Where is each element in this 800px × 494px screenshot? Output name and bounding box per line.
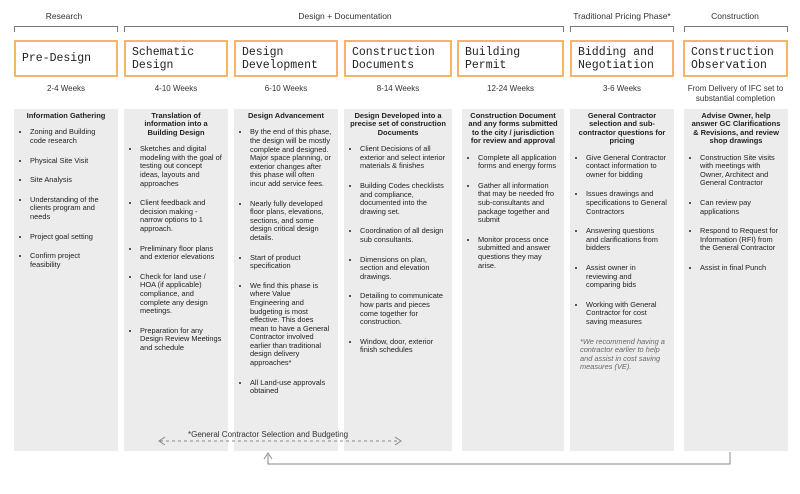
list-item: • Start of product specification xyxy=(250,254,332,271)
list-item: • Respond to Request for Information (RFI) from the General Contractor xyxy=(700,227,782,253)
duration-pre-design: 2-4 Weeks xyxy=(46,84,86,93)
list-item: • Check for land use / HOA (if applicable) compliance, and complete any design meetings. xyxy=(140,273,222,316)
duration-building-permit: 12-24 Weeks xyxy=(487,84,534,93)
phase-label-research: Research xyxy=(45,11,83,21)
list-item: • Physical Site Visit xyxy=(30,157,112,166)
list-item: • Preliminary floor plans and exterior elevations xyxy=(140,245,222,262)
recommendation-note: *We recommend having a contractor earlier to help and assist in cost saving measures (VE). xyxy=(580,336,665,372)
column-heading: Information Gathering xyxy=(26,111,106,120)
list-item: • By the end of this phase, the design will be mostly complete and designed. Major space planning, or exterior changes after this phase will often incur add service fees. xyxy=(250,128,332,188)
list-item: • Answering questions and clarifications from bidders xyxy=(586,227,668,253)
list-item: • Monitor process once submitted and answer questions they may arise. xyxy=(478,236,558,270)
list-item: • Nearly fully developed floor plans, elevations, sections, and some design critical design details. xyxy=(250,200,332,243)
phase-label-design-documentation: Design + Documentation xyxy=(298,11,392,21)
list-item: • Give General Contractor contact information to owner for bidding xyxy=(586,154,668,180)
list-item: • Understanding of the clients program and needs xyxy=(30,196,112,222)
column-heading: Design Developed into a precise set of construction Documents xyxy=(350,111,446,137)
list-item: • Coordination of all design sub consultants. xyxy=(360,227,446,244)
list-item: • Issues drawings and specifications to General Contractors xyxy=(586,190,668,216)
duration-construction-documents: 8-14 Weeks xyxy=(376,84,420,93)
list-item: • Construction Site visits with meetings with Owner, Architect and General Contractor xyxy=(700,154,782,188)
stage-box-building-permit: Building Permit xyxy=(457,40,564,77)
list-item: • Preparation for any Design Review Meetings and schedule xyxy=(140,327,222,353)
return-line xyxy=(268,452,730,464)
column-heading: Design Advancement xyxy=(248,111,324,120)
list-item: • Dimensions on plan, section and elevation drawings. xyxy=(360,256,446,282)
list-item: • Can review pay applications xyxy=(700,199,782,216)
stage-box-schematic-design: Schematic Design xyxy=(124,40,228,77)
column-heading: Translation of information into a Building Design xyxy=(144,111,208,137)
list-item: • Assist owner in reviewing and comparing bids xyxy=(586,264,668,290)
list-item: • We find this phase is where Value Engineering and budgeting is most effective. This does mean to have a General Contractor involved earlier than traditional design delivery approaches* xyxy=(250,282,332,368)
column-heading: Construction Document and any forms submitted to the city / jurisdiction for review and approval xyxy=(468,111,558,146)
gc-selection-label: *General Contractor Selection and Budgeting xyxy=(188,430,349,439)
list-item: • Detailing to communicate how parts and pieces come together for construction. xyxy=(360,292,446,326)
duration-schematic-design: 4-10 Weeks xyxy=(154,84,198,93)
stage-box-construction-observation: Construction Observation xyxy=(683,40,788,77)
list-item: • Complete all application forms and energy forms xyxy=(478,154,558,171)
list-item: • Site Analysis xyxy=(30,176,112,185)
phase-label-construction: Construction xyxy=(711,11,759,21)
list-item: • Gather all information that may be needed fro sub-consultants and package together and submit xyxy=(478,182,558,225)
list-item: • Window, door, exterior finish schedules xyxy=(360,338,446,355)
list-item: • All Land-use approvals obtained xyxy=(250,379,332,396)
stage-box-bidding-negotiation: Bidding and Negotiation xyxy=(570,40,674,77)
list-item: • Building Codes checklists and compliance, documented into the drawing set. xyxy=(360,182,446,216)
list-item: • Project goal setting xyxy=(30,233,112,242)
stage-box-design-development: Design Development xyxy=(234,40,338,77)
list-item: • Client Decisions of all exterior and select interior materials & finishes xyxy=(360,145,446,171)
duration-construction-observation: From Delivery of IFC set to substantial completion xyxy=(687,84,784,103)
duration-design-development: 6-10 Weeks xyxy=(264,84,308,93)
stage-box-construction-documents: Construction Documents xyxy=(344,40,452,77)
list-item: • Client feedback and decision making - narrow options to 1 approach. xyxy=(140,199,222,233)
column-heading: General Contractor selection and sub-contractor questions for pricing xyxy=(578,111,666,146)
list-item: • Confirm project feasibility xyxy=(30,252,112,269)
phase-label-pricing: Traditional Pricing Phase* xyxy=(573,11,671,21)
list-item: • Zoning and Building code research xyxy=(30,128,112,145)
column-heading: Advise Owner, help answer GC Clarifications & Revisions, and review shop drawings xyxy=(691,111,781,146)
stage-box-pre-design: Pre-Design xyxy=(14,40,118,77)
duration-bidding-negotiation: 3-6 Weeks xyxy=(602,84,642,93)
list-item: • Working with General Contractor for cost saving measures xyxy=(586,301,668,327)
list-item: • Assist in final Punch xyxy=(700,264,782,273)
list-item: • Sketches and digital modeling with the goal of testing out concept ideas, layouts and approaches xyxy=(140,145,222,188)
